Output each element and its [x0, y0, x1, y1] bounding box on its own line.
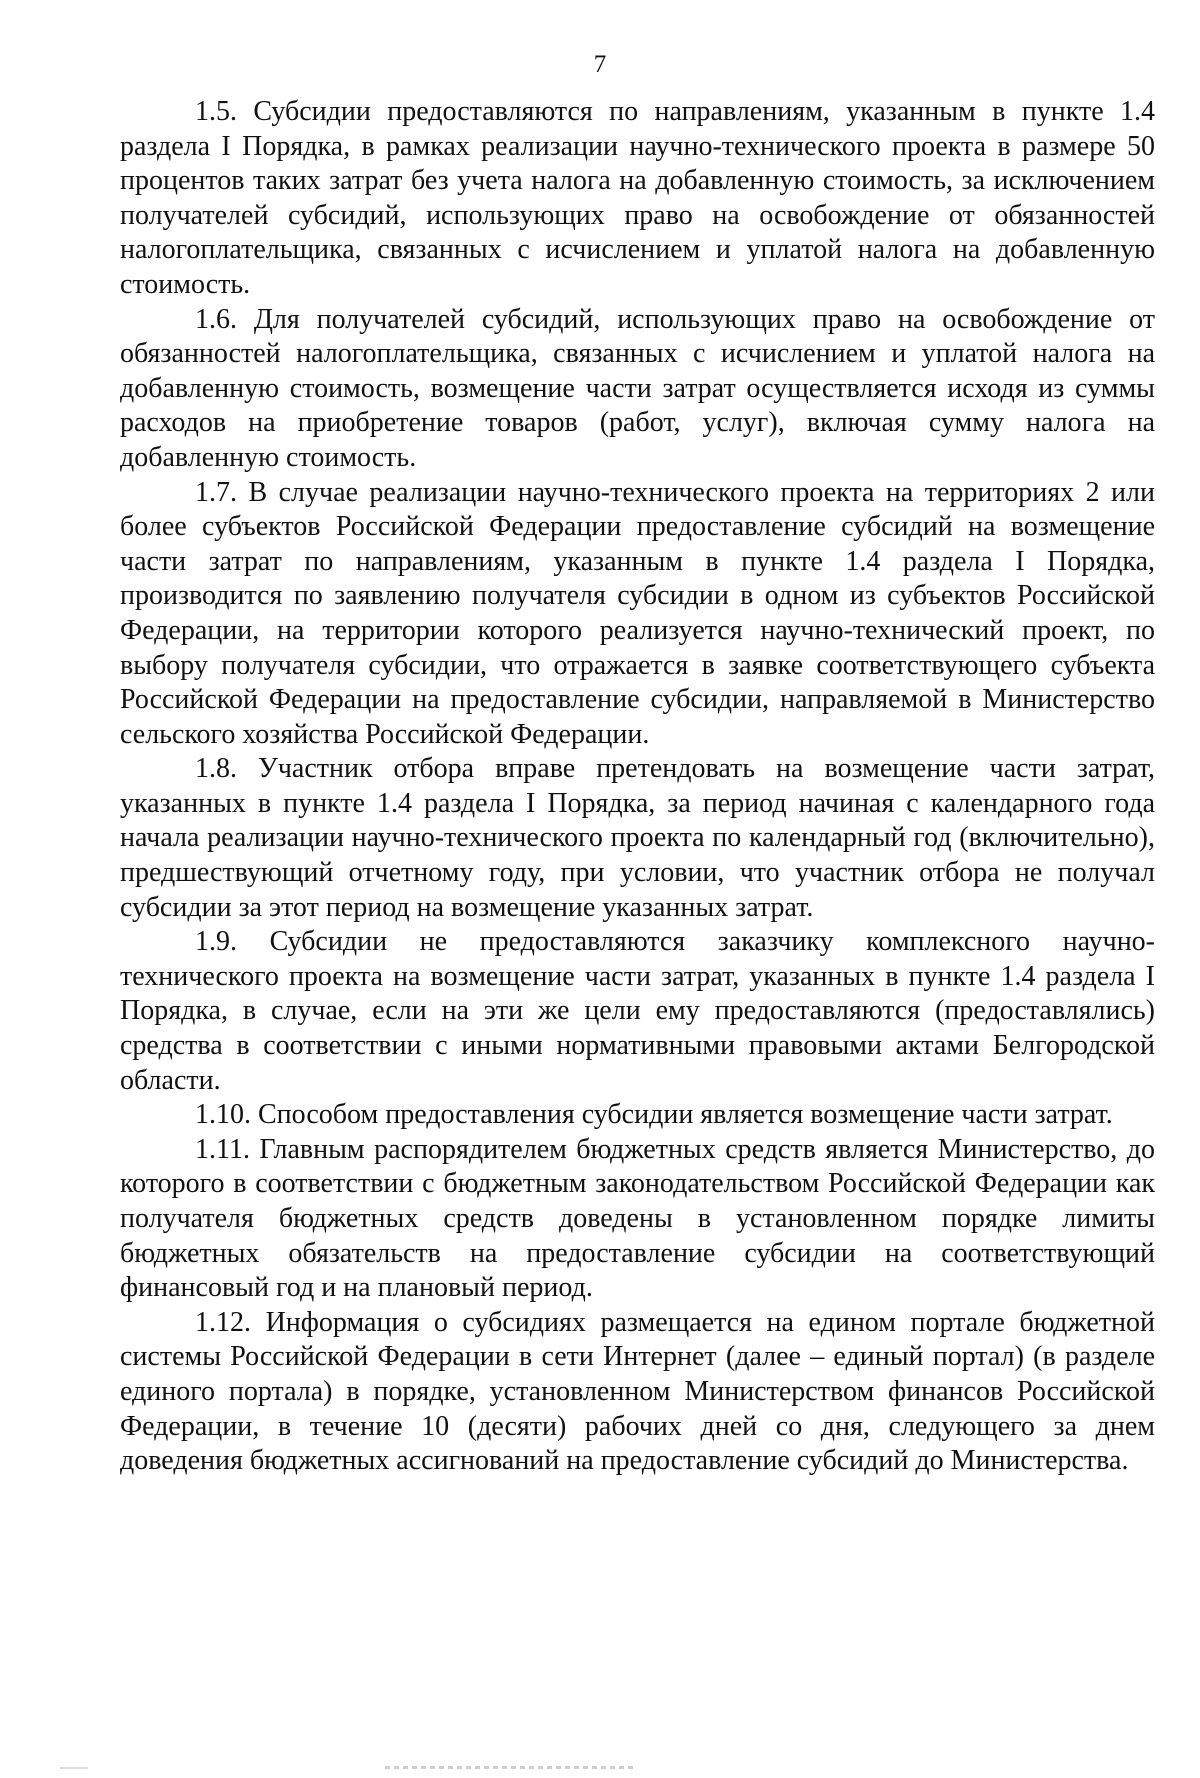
scan-artifact-bottom: [385, 1766, 635, 1769]
scan-artifact-left: [60, 1767, 88, 1769]
paragraph-1-8: 1.8. Участник отбора вправе претендовать на возмещение части затрат, указанных в пункте 1.4 раздела I Порядка, за период начиная с календарного года начала реализации научно-технического проекта по календарный год (включительно), предшествующий отчетному году, при условии, что участник отбора не получал субсидии за этот период на возмещение указанных затрат.: [120, 753, 1155, 923]
page-number: 7: [593, 51, 607, 78]
paragraph-1-10: 1.10. Способом предоставления субсидии является возмещение части затрат.: [195, 1099, 1113, 1131]
paragraph-1-5: 1.5. Субсидии предоставляются по направлениям, указанным в пункте 1.4 раздела I Порядка, в рамках реализации научно-технического проекта в размере 50 процентов таких затрат без учета налога на добавленную стоимость, за исключением получателей субсидий, использующих право на освобождение от обязанностей налогоплательщика, связанных с исчислением и уплатой налога на добавленную стоимость.: [120, 96, 1155, 300]
paragraph-1-12: 1.12. Информация о субсидиях размещается на едином портале бюджетной системы Российской Федерации в сети Интернет (далее – единый портал) (в разделе единого портала) в порядке, установленном Министерством финансов Российской Федерации, в течение 10 (десяти) рабочих дней со дня, следующего за днем доведения бюджетных ассигнований на предоставление субсидий до Министерства.: [120, 1306, 1155, 1477]
paragraph-1-6: 1.6. Для получателей субсидий, использующих право на освобождение от обязанностей налогоплательщика, связанных с исчислением и уплатой налога на добавленную стоимость, возмещение части затрат осуществляется исходя из суммы расходов на приобретение товаров (работ, услуг), включая сумму налога на добавленную стоимость.: [120, 303, 1155, 473]
paragraph-1-11: 1.11. Главным распорядителем бюджетных средств является Министерство, до которого в соответствии с бюджетным законодательством Российской Федерации как получателя бюджетных средств доведены в установленном порядке лимиты бюджетных обязательств на предоставление субсидии на соответствующий финансовый год и на плановый период.: [120, 1133, 1155, 1304]
paragraph-1-7: 1.7. В случае реализации научно-технического проекта на территориях 2 или более субъектов Российской Федерации предоставление субсидий на возмещение части затрат по направлениям, указанным в пункте 1.4 раздела I Порядка, производится по заявлению получателя субсидии в одном из субъектов Российской Федерации, на территории которого реализуется научно-технический проект, по выбору получателя субсидии, что отражается в заявке соответствующего субъекта Российской Федерации на предоставление субсидии, направляемой в Министерство сельского хозяйства Российской Федерации.: [120, 476, 1155, 750]
paragraph-1-9: 1.9. Субсидии не предоставляются заказчику комплексного научно-технического проекта на возмещение части затрат, указанных в пункте 1.4 раздела I Порядка, в случае, если на эти же цели ему предоставляются (предоставлялись) средства в соответствии с иными нормативными правовыми актами Белгородской области.: [120, 926, 1155, 1096]
document-body: [120, 95, 1155, 1479]
